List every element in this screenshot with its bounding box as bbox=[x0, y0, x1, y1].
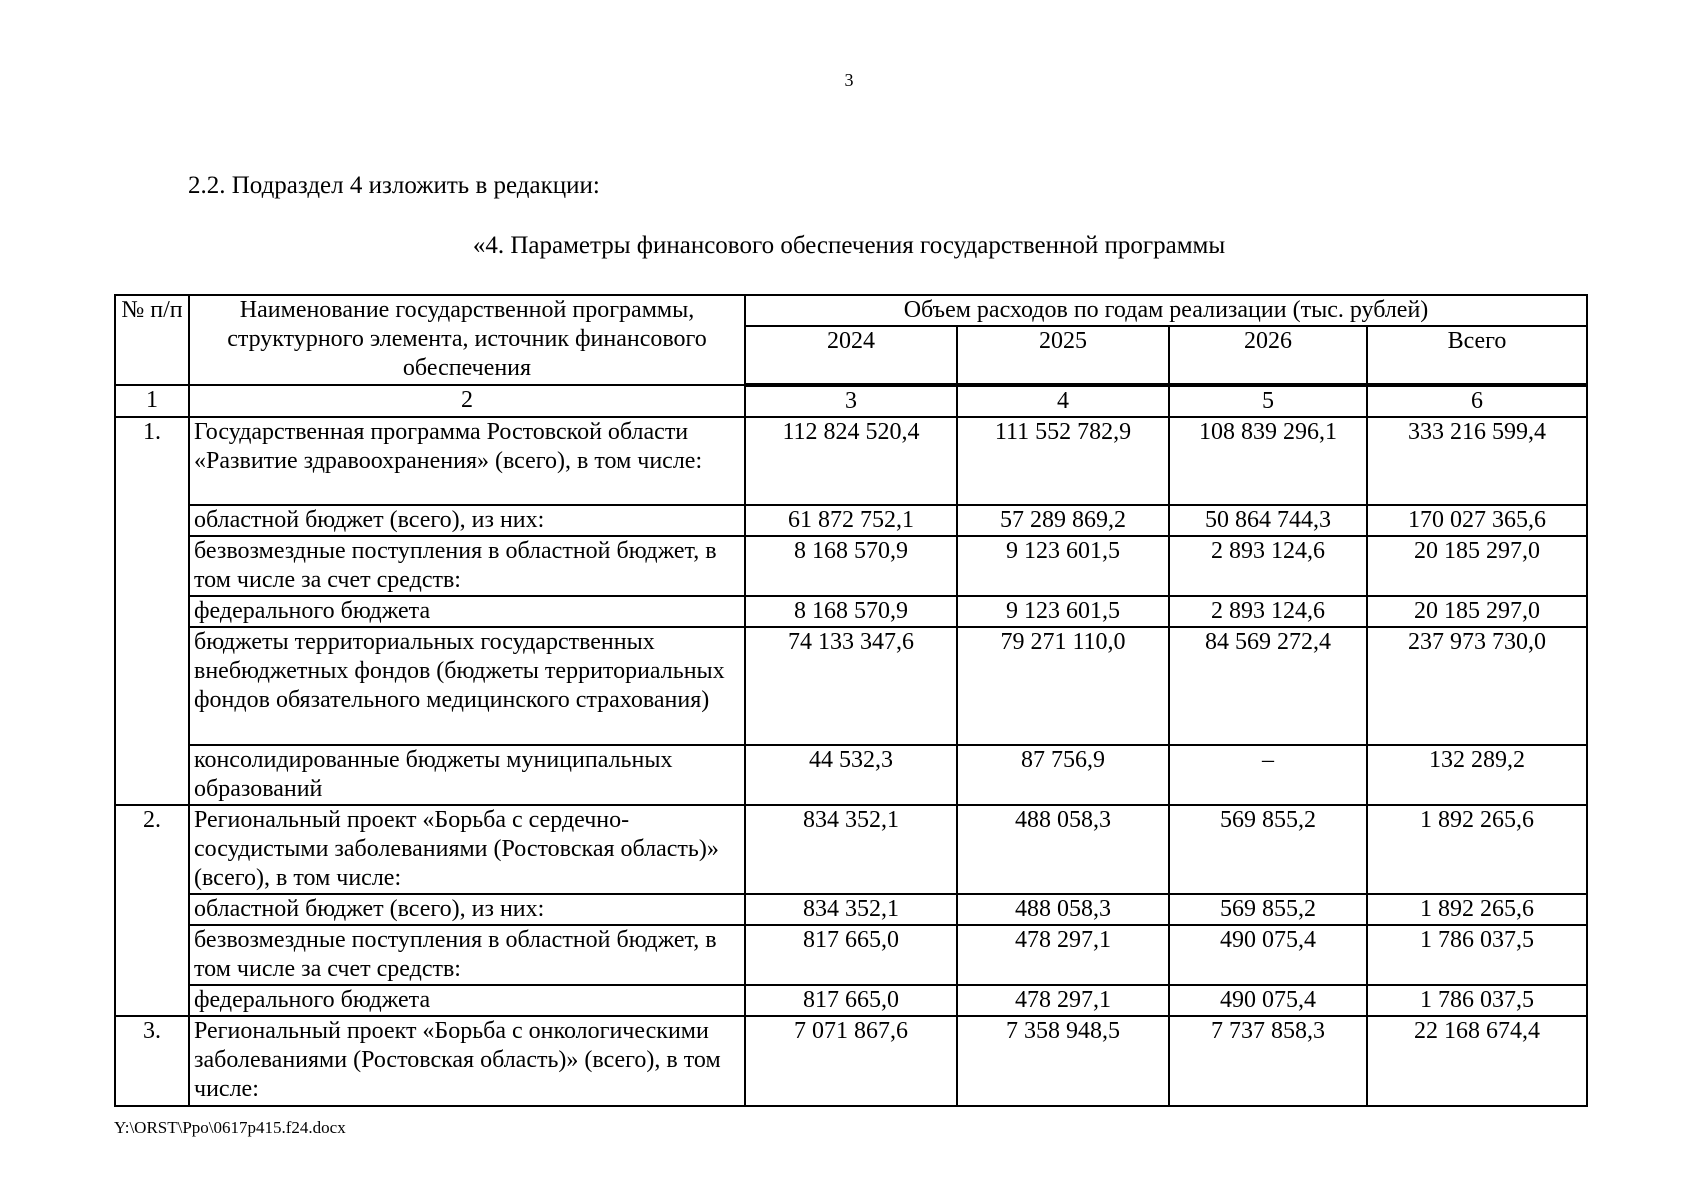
value-2026: 50 864 744,3 bbox=[1169, 505, 1367, 536]
value-2024: 817 665,0 bbox=[745, 985, 957, 1016]
value-total: 237 973 730,0 bbox=[1367, 627, 1587, 745]
table-row bbox=[115, 805, 1587, 894]
value-2025: 488 058,3 bbox=[957, 894, 1169, 925]
value-total: 22 168 674,4 bbox=[1367, 1016, 1587, 1106]
value-2026: 2 893 124,6 bbox=[1169, 596, 1367, 627]
header-name: Наименование государственной программы, структурного элемента, источник финансового обеспечения bbox=[189, 295, 745, 385]
header-volume: Объем расходов по годам реализации (тыс. рублей) bbox=[745, 295, 1587, 326]
header-year-2026: 2026 bbox=[1169, 326, 1367, 385]
row-name: безвозмездные поступления в областной бюджет, в том числе за счет средств: bbox=[189, 925, 745, 985]
value-2025: 9 123 601,5 bbox=[957, 596, 1169, 627]
value-2026: 569 855,2 bbox=[1169, 894, 1367, 925]
value-2025: 87 756,9 bbox=[957, 745, 1169, 805]
value-2025: 9 123 601,5 bbox=[957, 536, 1169, 596]
row-name: областной бюджет (всего), из них: bbox=[189, 894, 745, 925]
table-row bbox=[115, 925, 1587, 985]
value-2026: 108 839 296,1 bbox=[1169, 417, 1367, 505]
column-number: 2 bbox=[189, 385, 745, 417]
row-name: бюджеты территориальных государственных внебюджетных фондов (бюджеты территориальных фондов обязательного медицинского страхования) bbox=[189, 627, 745, 745]
header-num: № п/п bbox=[115, 295, 189, 385]
value-2025: 57 289 869,2 bbox=[957, 505, 1169, 536]
row-name: консолидированные бюджеты муниципальных образований bbox=[189, 745, 745, 805]
value-2026: 569 855,2 bbox=[1169, 805, 1367, 894]
column-number: 1 bbox=[115, 385, 189, 417]
table-row bbox=[115, 417, 1587, 505]
column-number: 6 bbox=[1367, 385, 1587, 417]
value-total: 1 786 037,5 bbox=[1367, 925, 1587, 985]
value-2024: 8 168 570,9 bbox=[745, 596, 957, 627]
value-2024: 112 824 520,4 bbox=[745, 417, 957, 505]
value-total: 1 892 265,6 bbox=[1367, 805, 1587, 894]
value-2025: 488 058,3 bbox=[957, 805, 1169, 894]
value-2026: 2 893 124,6 bbox=[1169, 536, 1367, 596]
value-2024: 834 352,1 bbox=[745, 894, 957, 925]
row-name: Региональный проект «Борьба с сердечно-сосудистыми заболеваниями (Ростовская область)» (всего), в том числе: bbox=[189, 805, 745, 894]
value-2026: 84 569 272,4 bbox=[1169, 627, 1367, 745]
row-name: федерального бюджета bbox=[189, 985, 745, 1016]
header-year-2025: 2025 bbox=[957, 326, 1169, 385]
value-2024: 8 168 570,9 bbox=[745, 536, 957, 596]
header-year-2024: 2024 bbox=[745, 326, 957, 385]
table-row bbox=[115, 627, 1587, 745]
value-2024: 834 352,1 bbox=[745, 805, 957, 894]
value-2024: 7 071 867,6 bbox=[745, 1016, 957, 1106]
table-row bbox=[115, 536, 1587, 596]
value-2025: 111 552 782,9 bbox=[957, 417, 1169, 505]
value-2025: 478 297,1 bbox=[957, 925, 1169, 985]
column-number: 3 bbox=[745, 385, 957, 417]
table-row bbox=[115, 745, 1587, 805]
value-total: 20 185 297,0 bbox=[1367, 596, 1587, 627]
header-total: Всего bbox=[1367, 326, 1587, 385]
value-total: 333 216 599,4 bbox=[1367, 417, 1587, 505]
row-name: безвозмездные поступления в областной бюджет, в том числе за счет средств: bbox=[189, 536, 745, 596]
value-2026: 7 737 858,3 bbox=[1169, 1016, 1367, 1106]
table-heading: «4. Параметры финансового обеспечения государственной программы bbox=[472, 232, 1226, 259]
table-row bbox=[115, 505, 1587, 536]
value-2025: 7 358 948,5 bbox=[957, 1016, 1169, 1106]
value-total: 132 289,2 bbox=[1367, 745, 1587, 805]
table-row bbox=[115, 596, 1587, 627]
value-2024: 44 532,3 bbox=[745, 745, 957, 805]
column-number: 5 bbox=[1169, 385, 1367, 417]
value-2024: 74 133 347,6 bbox=[745, 627, 957, 745]
row-num: 3. bbox=[115, 1016, 189, 1106]
value-2024: 61 872 752,1 bbox=[745, 505, 957, 536]
table-row bbox=[115, 985, 1587, 1016]
row-name: Государственная программа Ростовской области «Развитие здравоохранения» (всего), в том числе: bbox=[189, 417, 745, 505]
value-total: 170 027 365,6 bbox=[1367, 505, 1587, 536]
row-name: Региональный проект «Борьба с онкологическими заболеваниями (Ростовская область)» (всего), в том числе: bbox=[189, 1016, 745, 1106]
row-name: областной бюджет (всего), из них: bbox=[189, 505, 745, 536]
section-title: 2.2. Подраздел 4 изложить в редакции: bbox=[188, 172, 600, 199]
value-total: 1 892 265,6 bbox=[1367, 894, 1587, 925]
row-name: федерального бюджета bbox=[189, 596, 745, 627]
table-row bbox=[115, 1016, 1587, 1106]
file-path-footer: Y:\ORST\Ppo\0617p415.f24.docx bbox=[114, 1118, 346, 1137]
value-2025: 478 297,1 bbox=[957, 985, 1169, 1016]
value-total: 1 786 037,5 bbox=[1367, 985, 1587, 1016]
row-num: 1. bbox=[115, 417, 189, 805]
value-2025: 79 271 110,0 bbox=[957, 627, 1169, 745]
value-2026: – bbox=[1169, 745, 1367, 805]
value-total: 20 185 297,0 bbox=[1367, 536, 1587, 596]
value-2024: 817 665,0 bbox=[745, 925, 957, 985]
row-num: 2. bbox=[115, 805, 189, 1016]
value-2026: 490 075,4 bbox=[1169, 925, 1367, 985]
page-number: 3 bbox=[844, 70, 854, 90]
column-number: 4 bbox=[957, 385, 1169, 417]
value-2026: 490 075,4 bbox=[1169, 985, 1367, 1016]
finance-table bbox=[114, 294, 1588, 1107]
table-row bbox=[115, 894, 1587, 925]
